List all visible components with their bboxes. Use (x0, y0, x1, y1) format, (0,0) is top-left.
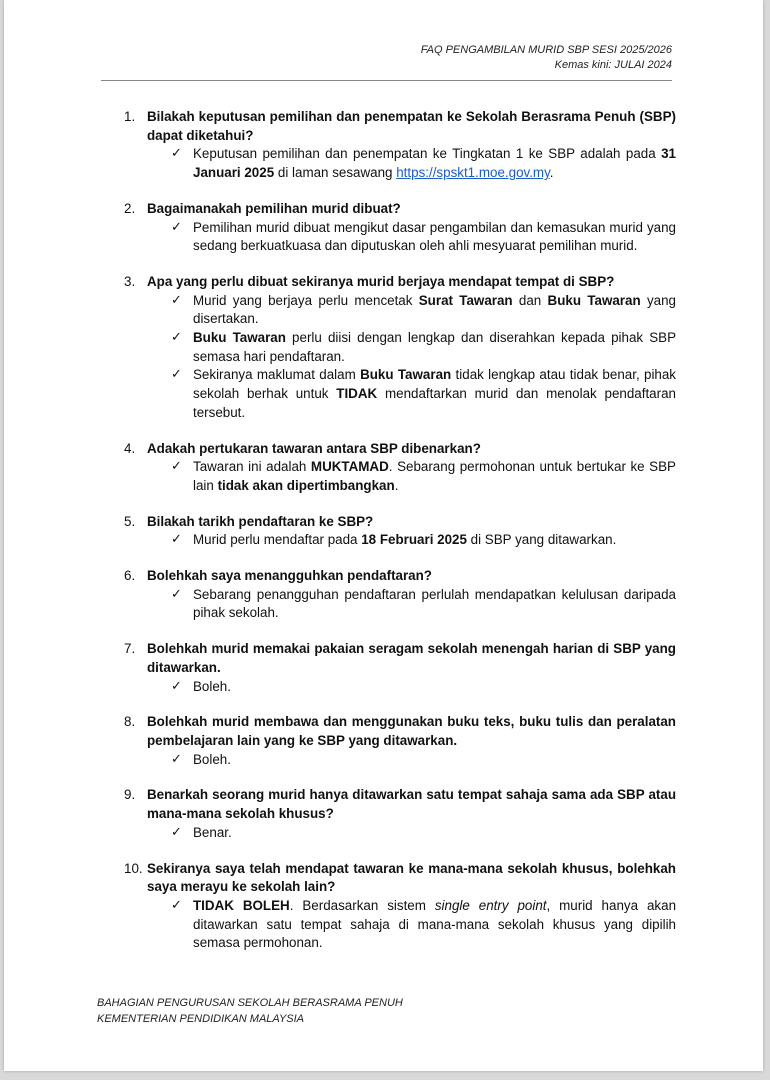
faq-question (119, 640, 676, 677)
faq-question (119, 440, 676, 459)
faq-list (119, 108, 676, 970)
text-segment: . (394, 477, 399, 493)
question-number: 8. (124, 714, 136, 730)
text-segment: yang disertakan. (193, 292, 676, 327)
bold-text: Surat Tawaran (418, 292, 513, 308)
bold-text: Buku Tawaran (360, 367, 452, 383)
checkmark-icon: ✓ (171, 292, 182, 308)
checkmark-icon: ✓ (171, 586, 182, 602)
answer-list (119, 219, 676, 256)
answer-text (193, 751, 676, 770)
bold-text: MUKTAMAD (310, 459, 389, 475)
answer-item (119, 145, 676, 182)
answer-item (119, 897, 676, 953)
text-segment: Keputusan pemilihan dan penempatan ke Tingkatan 1 ke SBP adalah pada (193, 146, 662, 162)
checkmark-icon: ✓ (171, 146, 182, 162)
footer-department: BAHAGIAN PENGURUSAN SEKOLAH BERASRAMA PENUH (97, 997, 403, 1009)
answer-list (119, 897, 676, 953)
answer-item (119, 366, 676, 422)
text-segment: Benar. (193, 824, 232, 840)
checkmark-icon: ✓ (171, 219, 182, 235)
question-number: 3. (124, 273, 136, 289)
bold-text: tidak akan dipertimbangkan (217, 477, 395, 493)
faq-question (119, 860, 676, 897)
text-segment: tidak lengkap atau tidak benar, pihak sekolah berhak untuk (193, 367, 677, 402)
question-number: 5. (124, 513, 136, 529)
answer-text (193, 458, 676, 495)
question-text: Sekiranya saya telah mendapat tawaran ke mana-mana sekolah khusus, bolehkah saya merayu ke sekolah lain? (147, 860, 676, 895)
question-number: 10. (124, 860, 143, 876)
faq-item (119, 786, 676, 842)
answer-list (119, 145, 676, 182)
faq-question (119, 713, 676, 750)
answer-text (193, 366, 676, 422)
question-text: Benarkah seorang murid hanya ditawarkan satu tempat sahaja sama ada SBP atau mana-mana sekolah khusus? (147, 787, 676, 822)
answer-list (119, 586, 676, 623)
text-segment: . (549, 165, 554, 181)
answer-list (119, 678, 676, 697)
faq-question (119, 567, 676, 586)
bold-text: 18 Februari 2025 (361, 532, 467, 548)
answer-list (119, 531, 676, 550)
question-number: 4. (124, 440, 136, 456)
checkmark-icon: ✓ (171, 459, 182, 475)
question-text: Bolehkah murid memakai pakaian seragam sekolah menengah harian di SBP yang ditawarkan. (147, 641, 676, 675)
question-text: Bolehkah murid membawa dan menggunakan buku teks, buku tulis dan peralatan pembelajaran lain yang ke SBP yang ditawarkan. (147, 714, 676, 748)
faq-question (119, 273, 676, 292)
question-number: 7. (124, 641, 136, 657)
text-segment: Sebarang penangguhan pendaftaran perlulah mendapatkan kelulusan daripada pihak sekolah. (193, 586, 676, 621)
answer-text (193, 329, 676, 366)
website-link[interactable]: https://spskt1.moe.gov.my (396, 165, 550, 181)
checkmark-icon: ✓ (171, 330, 182, 346)
text-segment: . Berdasarkan sistem (289, 897, 435, 913)
question-text: Apa yang perlu dibuat sekiranya murid berjaya mendapat tempat di SBP? (147, 273, 615, 289)
text-segment: Sekiranya maklumat dalam (193, 367, 361, 383)
checkmark-icon: ✓ (171, 824, 182, 840)
faq-item (119, 513, 676, 550)
text-segment: di laman sesawang (274, 165, 397, 181)
text-segment: perlu diisi dengan lengkap dan diserahkan kepada pihak SBP semasa hari pendaftaran. (193, 330, 676, 364)
faq-item (119, 567, 676, 623)
page-footer (97, 995, 403, 1027)
text-segment: Boleh. (193, 678, 231, 694)
document-title: FAQ PENGAMBILAN MURID SBP SESI 2025/2026 (420, 44, 672, 56)
bold-text: Buku Tawaran (193, 330, 286, 346)
checkmark-icon: ✓ (171, 532, 182, 548)
text-segment: mendaftarkan murid dan menolak pendaftaran tersebut. (193, 386, 676, 420)
answer-item (119, 586, 676, 623)
answer-item (119, 531, 676, 550)
answer-item (119, 458, 676, 495)
faq-item (119, 640, 676, 696)
page-header (421, 43, 672, 73)
faq-item (119, 713, 676, 769)
text-segment: . Sebarang permohonan untuk bertukar ke SBP lain (193, 459, 676, 493)
question-number: 2. (124, 200, 136, 216)
checkmark-icon: ✓ (171, 751, 182, 767)
italic-text: single entry point (434, 897, 547, 913)
question-number: 6. (124, 568, 136, 584)
text-segment: Murid yang berjaya perlu mencetak (193, 292, 419, 308)
answer-item (119, 678, 676, 697)
faq-question (119, 786, 676, 823)
text-segment: Pemilihan murid dibuat mengikut dasar pengambilan dan kemasukan murid yang sedang berkuatkuasa dan diputuskan oleh ahli mesyuarat pemilihan murid. (193, 219, 676, 254)
faq-item (119, 860, 676, 954)
checkmark-icon: ✓ (171, 897, 182, 913)
answer-text (193, 897, 676, 953)
answer-item (119, 329, 676, 366)
answer-text (193, 292, 676, 329)
question-number: 1. (124, 109, 136, 124)
bold-text: 31 Januari 2025 (193, 146, 676, 181)
header-divider (101, 80, 672, 81)
answer-text (193, 145, 676, 182)
question-text: Bilakah tarikh pendaftaran ke SBP? (147, 513, 374, 529)
text-segment: Boleh. (193, 751, 231, 767)
text-segment: dan (512, 292, 548, 308)
question-text: Bolehkah saya menangguhkan pendaftaran? (147, 568, 432, 584)
text-segment: , murid hanya akan ditawarkan satu tempat sahaja di mana-mana sekolah khusus yang dipilih semasa permohonan. (193, 897, 677, 951)
question-text: Bagaimanakah pemilihan murid dibuat? (147, 200, 401, 216)
answer-list (119, 824, 676, 843)
text-segment: Murid perlu mendaftar pada (193, 532, 362, 548)
faq-question (119, 200, 676, 219)
bold-text: TIDAK (336, 386, 378, 402)
answer-list (119, 458, 676, 495)
bold-text: TIDAK BOLEH (193, 897, 290, 913)
faq-item (119, 440, 676, 496)
question-text: Bilakah keputusan pemilihan dan penempatan ke Sekolah Berasrama Penuh (SBP) dapat diketahui? (147, 109, 676, 143)
bold-text: Buku Tawaran (547, 292, 641, 308)
text-segment: Tawaran ini adalah (193, 459, 311, 475)
answer-text (193, 586, 676, 623)
updated-date: Kemas kini: JULAI 2024 (554, 59, 672, 71)
question-text: Adakah pertukaran tawaran antara SBP dibenarkan? (147, 440, 481, 456)
checkmark-icon: ✓ (171, 367, 182, 383)
faq-item (119, 200, 676, 256)
answer-list (119, 292, 676, 423)
answer-item (119, 292, 676, 329)
text-segment: di SBP yang ditawarkan. (466, 532, 617, 548)
checkmark-icon: ✓ (171, 678, 182, 694)
answer-item (119, 824, 676, 843)
answer-item (119, 751, 676, 770)
faq-question (119, 513, 676, 532)
faq-item (119, 108, 676, 183)
question-number: 9. (124, 787, 136, 803)
document-page (4, 0, 763, 1071)
faq-question (119, 108, 676, 145)
answer-text (193, 678, 676, 697)
faq-item (119, 273, 676, 423)
answer-text (193, 219, 676, 256)
footer-ministry: KEMENTERIAN PENDIDIKAN MALAYSIA (97, 1013, 305, 1025)
answer-text (193, 531, 676, 550)
answer-list (119, 751, 676, 770)
answer-item (119, 219, 676, 256)
answer-text (193, 824, 676, 843)
